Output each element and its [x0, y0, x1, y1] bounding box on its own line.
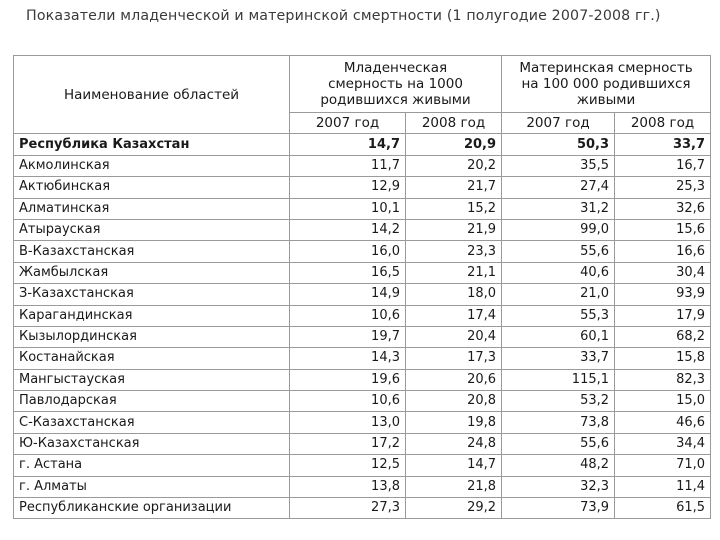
region-cell: Кызылординская — [14, 326, 290, 347]
infant-2008-cell: 29,2 — [406, 498, 502, 519]
maternal-2007-cell: 50,3 — [502, 134, 615, 155]
maternal-2007-cell: 53,2 — [502, 391, 615, 412]
maternal-2008-cell: 71,0 — [615, 455, 711, 476]
infant-2007-cell: 16,0 — [290, 241, 406, 262]
infant-2007-cell: 12,9 — [290, 177, 406, 198]
maternal-2008-cell: 68,2 — [615, 326, 711, 347]
infant-2008-cell: 15,2 — [406, 198, 502, 219]
region-cell: Карагандинская — [14, 305, 290, 326]
infant-2008-cell: 21,7 — [406, 177, 502, 198]
infant-2008-cell: 21,8 — [406, 476, 502, 497]
maternal-2008-cell: 46,6 — [615, 412, 711, 433]
infant-mortality-header — [290, 56, 502, 113]
header-row-groups — [14, 56, 711, 113]
table-row — [14, 198, 711, 219]
infant-2008-cell: 20,8 — [406, 391, 502, 412]
maternal-2008-cell: 93,9 — [615, 284, 711, 305]
mortality-table — [13, 55, 711, 519]
table-row — [14, 326, 711, 347]
table-row — [14, 134, 711, 155]
maternal-2008-cell: 16,7 — [615, 155, 711, 176]
infant-2007-cell: 14,2 — [290, 219, 406, 240]
table-row — [14, 219, 711, 240]
year-header-infant-2008: 2008 год — [406, 113, 502, 134]
infant-header-line: смерность на 1000 — [328, 76, 463, 92]
table-row — [14, 391, 711, 412]
region-cell: Алматинская — [14, 198, 290, 219]
table-row — [14, 177, 711, 198]
table-row — [14, 369, 711, 390]
table-row — [14, 241, 711, 262]
maternal-2007-cell: 35,5 — [502, 155, 615, 176]
infant-2007-cell: 14,7 — [290, 134, 406, 155]
infant-2007-cell: 10,1 — [290, 198, 406, 219]
region-cell: Ю-Казахстанская — [14, 433, 290, 454]
maternal-2008-cell: 15,0 — [615, 391, 711, 412]
maternal-2007-cell: 73,9 — [502, 498, 615, 519]
maternal-2008-cell: 33,7 — [615, 134, 711, 155]
maternal-2007-cell: 55,3 — [502, 305, 615, 326]
maternal-2007-cell: 99,0 — [502, 219, 615, 240]
table-row — [14, 455, 711, 476]
table-row — [14, 284, 711, 305]
year-header-infant-2007: 2007 год — [290, 113, 406, 134]
infant-2008-cell: 20,4 — [406, 326, 502, 347]
infant-2007-cell: 10,6 — [290, 391, 406, 412]
region-cell: г. Алматы — [14, 476, 290, 497]
infant-2007-cell: 12,5 — [290, 455, 406, 476]
maternal-2008-cell: 15,6 — [615, 219, 711, 240]
table-row — [14, 348, 711, 369]
maternal-2008-cell: 16,6 — [615, 241, 711, 262]
table-row — [14, 433, 711, 454]
infant-2008-cell: 20,6 — [406, 369, 502, 390]
infant-2007-cell: 11,7 — [290, 155, 406, 176]
year-header-maternal-2008: 2008 год — [615, 113, 711, 134]
table-row — [14, 262, 711, 283]
table-row — [14, 412, 711, 433]
year-header-maternal-2007: 2007 год — [502, 113, 615, 134]
maternal-2007-cell: 32,3 — [502, 476, 615, 497]
infant-2008-cell: 20,2 — [406, 155, 502, 176]
region-cell: Мангыстауская — [14, 369, 290, 390]
maternal-mortality-header — [502, 56, 711, 113]
maternal-2007-cell: 33,7 — [502, 348, 615, 369]
infant-2007-cell: 19,6 — [290, 369, 406, 390]
infant-2008-cell: 21,9 — [406, 219, 502, 240]
infant-2007-cell: 17,2 — [290, 433, 406, 454]
maternal-header-line: на 100 000 родившихся — [521, 76, 691, 92]
infant-2008-cell: 17,4 — [406, 305, 502, 326]
region-cell: В-Казахстанская — [14, 241, 290, 262]
page-title: Показатели младенческой и материнской смертности (1 полугодие 2007-2008 гг.) — [26, 8, 661, 24]
maternal-2008-cell: 32,6 — [615, 198, 711, 219]
maternal-header-line: живыми — [576, 92, 636, 108]
region-cell: Павлодарская — [14, 391, 290, 412]
region-cell: г. Астана — [14, 455, 290, 476]
maternal-2007-cell: 21,0 — [502, 284, 615, 305]
maternal-2008-cell: 17,9 — [615, 305, 711, 326]
region-cell: Атырауская — [14, 219, 290, 240]
region-cell: З-Казахстанская — [14, 284, 290, 305]
maternal-2007-cell: 60,1 — [502, 326, 615, 347]
infant-2008-cell: 17,3 — [406, 348, 502, 369]
region-cell: Республика Казахстан — [14, 134, 290, 155]
infant-2008-cell: 18,0 — [406, 284, 502, 305]
region-cell: Жамбылская — [14, 262, 290, 283]
region-cell: С-Казахстанская — [14, 412, 290, 433]
infant-2008-cell: 23,3 — [406, 241, 502, 262]
region-cell: Акмолинская — [14, 155, 290, 176]
infant-2008-cell: 21,1 — [406, 262, 502, 283]
maternal-2007-cell: 55,6 — [502, 241, 615, 262]
maternal-2007-cell: 31,2 — [502, 198, 615, 219]
maternal-2007-cell: 115,1 — [502, 369, 615, 390]
maternal-2008-cell: 61,5 — [615, 498, 711, 519]
table-row — [14, 498, 711, 519]
infant-header-line: Младенческая — [343, 60, 448, 76]
maternal-2008-cell: 30,4 — [615, 262, 711, 283]
maternal-2007-cell: 73,8 — [502, 412, 615, 433]
infant-2007-cell: 13,0 — [290, 412, 406, 433]
infant-2007-cell: 16,5 — [290, 262, 406, 283]
region-cell: Костанайская — [14, 348, 290, 369]
region-column-header: Наименование областей — [14, 56, 290, 134]
infant-2007-cell: 27,3 — [290, 498, 406, 519]
infant-2008-cell: 19,8 — [406, 412, 502, 433]
maternal-2007-cell: 48,2 — [502, 455, 615, 476]
infant-2008-cell: 20,9 — [406, 134, 502, 155]
table-row — [14, 155, 711, 176]
table-row — [14, 476, 711, 497]
region-cell: Актюбинская — [14, 177, 290, 198]
infant-2007-cell: 14,3 — [290, 348, 406, 369]
infant-2008-cell: 24,8 — [406, 433, 502, 454]
maternal-2008-cell: 82,3 — [615, 369, 711, 390]
table-body — [14, 134, 711, 519]
maternal-2008-cell: 25,3 — [615, 177, 711, 198]
region-cell: Республиканские организации — [14, 498, 290, 519]
maternal-2008-cell: 34,4 — [615, 433, 711, 454]
maternal-2008-cell: 15,8 — [615, 348, 711, 369]
table-row — [14, 305, 711, 326]
infant-2007-cell: 19,7 — [290, 326, 406, 347]
infant-header-line: родившихся живыми — [320, 92, 471, 108]
maternal-2007-cell: 40,6 — [502, 262, 615, 283]
infant-2008-cell: 14,7 — [406, 455, 502, 476]
maternal-header-line: Материнская смерность — [519, 60, 693, 76]
maternal-2008-cell: 11,4 — [615, 476, 711, 497]
maternal-2007-cell: 27,4 — [502, 177, 615, 198]
infant-2007-cell: 14,9 — [290, 284, 406, 305]
maternal-2007-cell: 55,6 — [502, 433, 615, 454]
infant-2007-cell: 13,8 — [290, 476, 406, 497]
infant-2007-cell: 10,6 — [290, 305, 406, 326]
